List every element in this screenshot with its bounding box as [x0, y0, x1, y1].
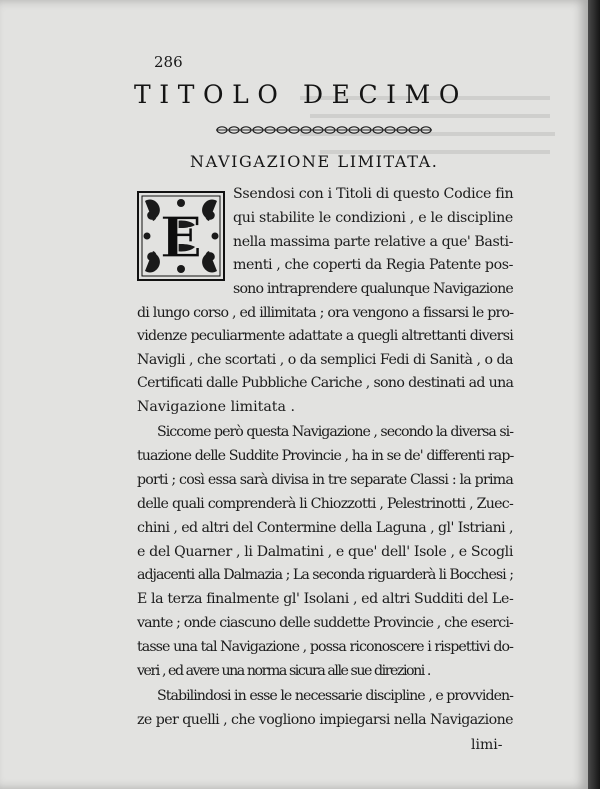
text-line: Navigazione limitata .	[137, 399, 295, 415]
text-line: vante ; onde ciascuno delle suddette Provincie , che eserci-	[137, 615, 513, 631]
text-line: Navigli , che scortati , o da semplici Fedi di Sanità , o da	[137, 352, 513, 368]
drop-cap-letter: E	[159, 205, 203, 271]
text-line: Certificati dalle Pubbliche Cariche , sono destinati ad una	[137, 375, 514, 391]
text-line: Ssendosi con i Titoli di questo Codice fin	[233, 186, 514, 202]
text-line: ze per quelli , che vogliono impiegarsi nella Navigazione	[137, 712, 513, 728]
page-number: 286	[154, 53, 183, 71]
text-line: tuazione delle Suddite Provincie , ha in se de' differenti rap-	[137, 448, 514, 464]
text-line: E la terza finalmente gl' Isolani , ed altri Sudditi del Le-	[137, 591, 514, 607]
text-line: qui stabilite le condizioni , e le discipline	[233, 210, 513, 226]
text-line: adjacenti alla Dalmazia ; La seconda riguarderà li Bocchesi ;	[137, 567, 513, 583]
text-line: chini , ed altri del Contermine della Laguna , gl' Istriani ,	[137, 520, 513, 536]
ornamental-rule	[216, 124, 432, 136]
text-line: porti ; così essa sarà divisa in tre separate Classi : la prima	[137, 472, 513, 488]
running-title: TITOLO DECIMO	[134, 80, 468, 109]
text-line: Stabilindosi in esse le necessarie discipline , e provviden-	[157, 688, 513, 704]
text-line: delle quali comprenderà li Chiozzotti , Pelestrinotti , Zuec-	[137, 496, 513, 512]
catchword: limi-	[471, 737, 503, 753]
text-line: e del Quarner , li Dalmatini , e que' dell' Isole , e Scogli	[137, 544, 513, 560]
text-line: sono intraprendere qualunque Navigazione	[233, 281, 514, 297]
text-line: tasse una tal Navigazione , possa riconoscere i rispettivi do-	[137, 639, 513, 655]
text-line: di lungo corso , ed illimitata ; ora vengono a fissarsi le pro-	[137, 305, 514, 321]
decorated-initial-e	[137, 191, 225, 281]
text-line: videnze peculiarmente adattate a quegli altrettanti diversi	[137, 328, 513, 344]
text-line: nella massima parte relative a que' Basti-	[233, 234, 513, 250]
text-line: menti , che coperti da Regia Patente pos-	[233, 257, 513, 273]
section-title: NAVIGAZIONE LIMITATA.	[190, 152, 439, 171]
book-gutter-edge	[588, 0, 600, 789]
text-line: Siccome però questa Navigazione , secondo la diversa si-	[157, 424, 513, 440]
text-line: veri , ed avere una norma sicura alle sue direzioni .	[137, 663, 430, 679]
